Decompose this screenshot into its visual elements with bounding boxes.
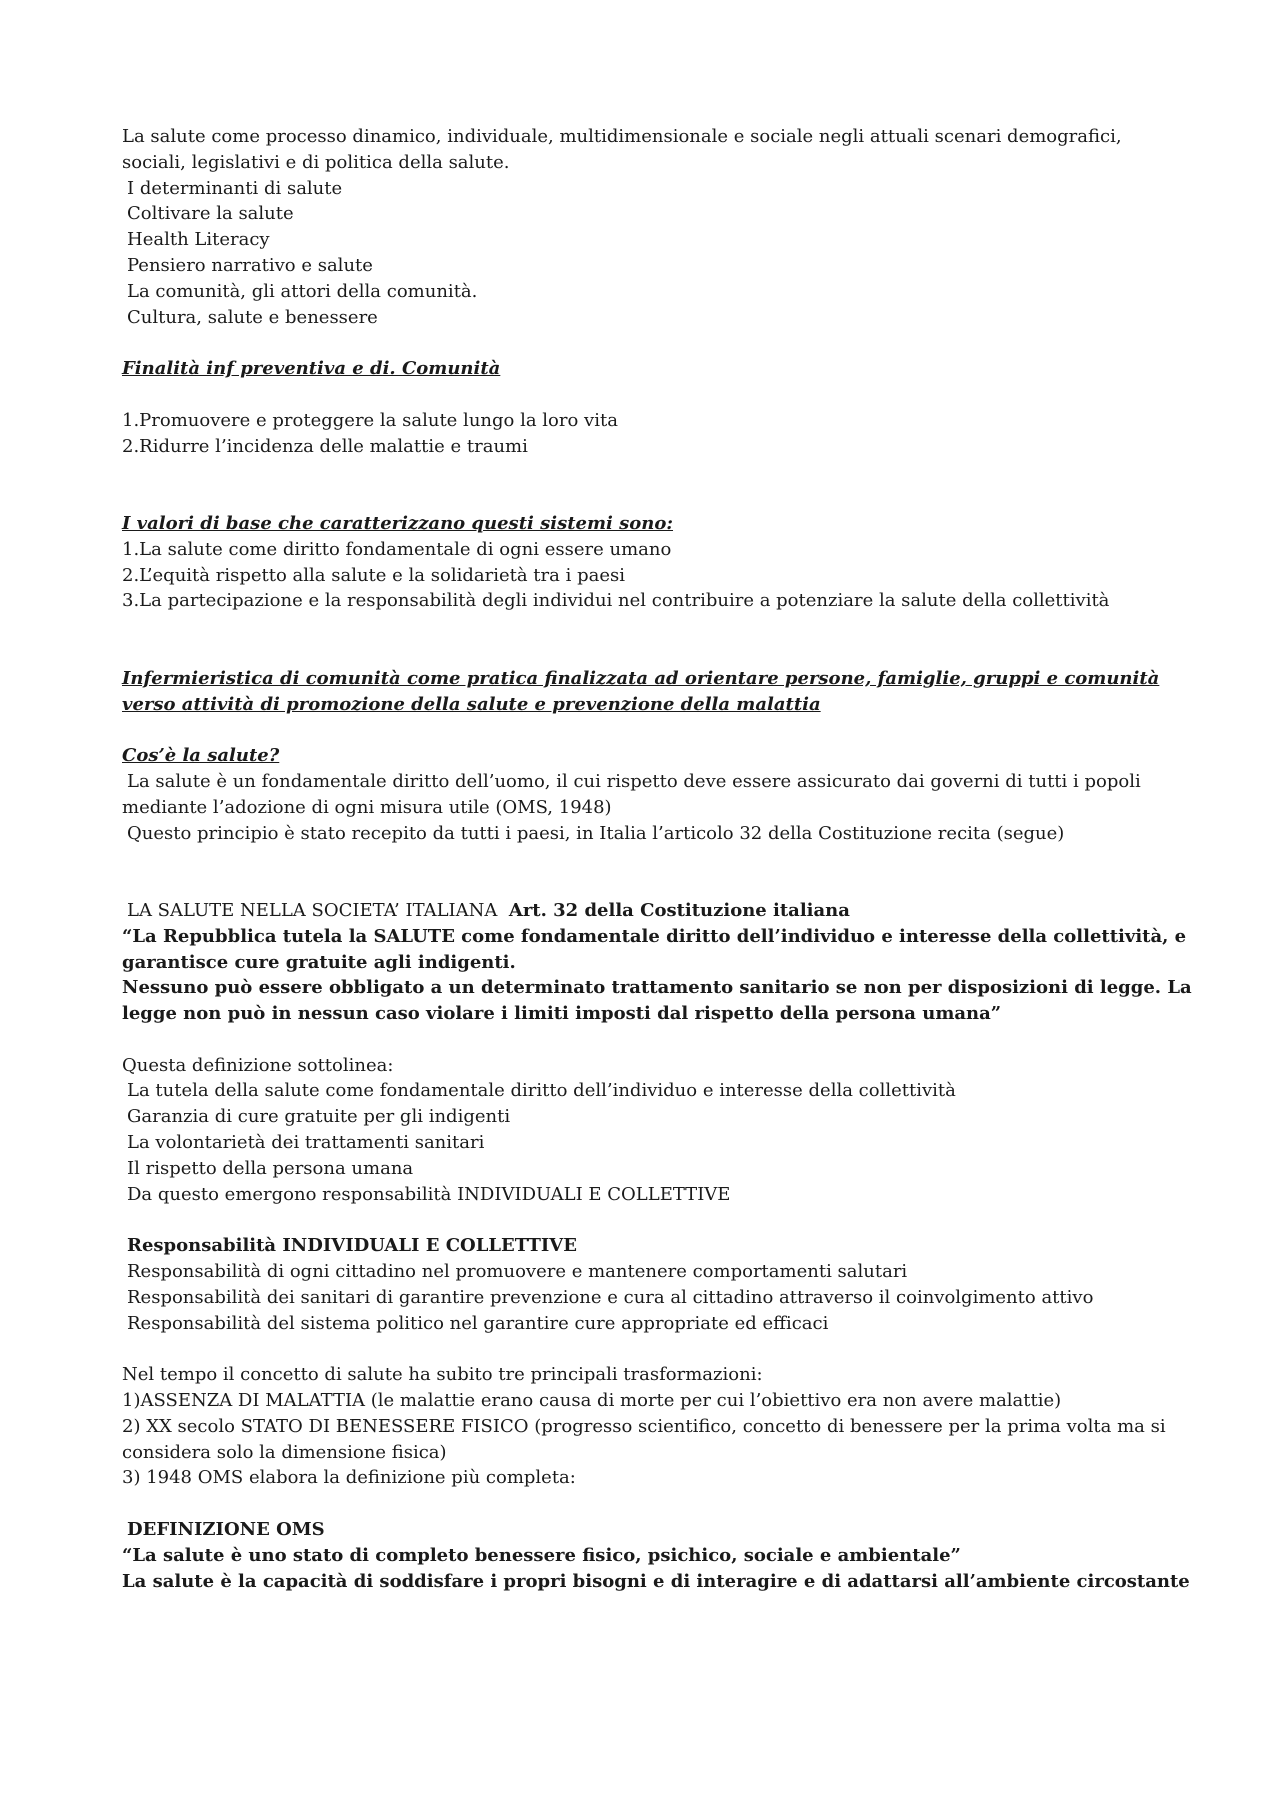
list-item: 1.Promuovere e proteggere la salute lungo la loro vita — [122, 409, 618, 431]
list-item: 2.L’equità rispetto alla salute e la solidarietà tra i paesi — [122, 564, 625, 586]
topic-item: Pensiero narrativo e salute — [127, 254, 373, 276]
costituzione-section — [122, 898, 1192, 1027]
list-item: considera solo la dimensione fisica) — [122, 1441, 447, 1463]
paragraph-line: Nel tempo il concetto di salute ha subito tre principali trasformazioni: — [122, 1364, 763, 1386]
section-heading: I valori di base che caratterizzano questi sistemi sono: — [122, 512, 674, 534]
paragraph-line: La salute è un fondamentale diritto dell’uomo, il cui rispetto deve essere assicurato dai governi di tutti i popoli — [127, 770, 1141, 792]
topic-item: Cultura, salute e benessere — [127, 306, 378, 328]
infermieristica-section — [122, 666, 1172, 718]
section-heading: DEFINIZIONE OMS — [127, 1519, 325, 1541]
list-item: Responsabilità dei sanitari di garantire prevenzione e cura al cittadino attraverso il coinvolgimento attivo — [127, 1286, 1094, 1308]
definition-line: “La salute è uno stato di completo benessere fisico, psichico, sociale e ambientale” — [122, 1544, 961, 1566]
list-item: Il rispetto della persona umana — [127, 1157, 414, 1179]
constitution-title: LA SALUTE NELLA SOCIETA’ ITALIANA — [127, 899, 498, 921]
topic-item: Health Literacy — [127, 229, 270, 251]
finalita-section — [122, 356, 1172, 459]
list-item: 3.La partecipazione e la responsabilità degli individui nel contribuire a potenziare la salute della collettività — [122, 590, 1110, 612]
list-item: 1.La salute come diritto fondamentale di ogni essere umano — [122, 538, 672, 560]
quote-line: legge non può in nessun caso violare i limiti imposti dal rispetto della persona umana” — [122, 1003, 1002, 1025]
topic-item: I determinanti di salute — [127, 177, 343, 199]
intro-line: La salute come processo dinamico, individuale, multidimensionale e sociale negli attuali scenari demografici, — [122, 126, 1122, 147]
responsabilita-section — [122, 1233, 1172, 1336]
trasformazioni-section — [122, 1362, 1172, 1491]
intro-section — [122, 124, 1172, 330]
list-item: La tutela della salute come fondamentale diritto dell’individuo e interesse della collettività — [127, 1080, 956, 1102]
list-item: Garanzia di cure gratuite per gli indigenti — [127, 1106, 511, 1128]
document-page — [122, 124, 1192, 1594]
list-item: Da questo emergono responsabilità INDIVIDUALI E COLLETTIVE — [127, 1183, 731, 1205]
intro-line: sociali, legislativi e di politica della salute. — [122, 151, 510, 173]
section-heading: Cos’è la salute? — [122, 745, 280, 767]
paragraph-line: Questo principio è stato recepito da tutti i paesi, in Italia l’articolo 32 della Costituzione recita (segue) — [127, 822, 1065, 844]
section-heading: Finalità inf preventiva e di. Comunità — [122, 358, 501, 380]
list-item: La volontarietà dei trattamenti sanitari — [127, 1132, 485, 1154]
paragraph-line: Questa definizione sottolinea: — [122, 1054, 394, 1076]
valori-section — [122, 511, 1172, 614]
quote-line: “La Repubblica tutela la SALUTE come fondamentale diritto dell’individuo e interesse della collettività, e — [122, 925, 1187, 947]
quote-line: garantisce cure gratuite agli indigenti. — [122, 951, 516, 973]
sottolinea-section — [122, 1053, 1172, 1208]
topic-item: La comunità, gli attori della comunità. — [127, 280, 478, 302]
section-heading: Responsabilità INDIVIDUALI E COLLETTIVE — [127, 1235, 577, 1257]
list-item: Responsabilità di ogni cittadino nel promuovere e mantenere comportamenti salutari — [127, 1261, 908, 1283]
list-item: Responsabilità del sistema politico nel garantire cure appropriate ed efficaci — [127, 1312, 829, 1334]
section-heading: verso attività di promozione della salute e prevenzione della malattia — [122, 693, 821, 715]
constitution-title-line — [122, 898, 1172, 924]
paragraph-line: mediante l’adozione di ogni misura utile (OMS, 1948) — [122, 796, 612, 818]
quote-line: Nessuno può essere obbligato a un determinato trattamento sanitario se non per disposizioni di legge. La — [122, 977, 1192, 999]
list-item: 3) 1948 OMS elabora la definizione più completa: — [122, 1467, 576, 1489]
definition-line: La salute è la capacità di soddisfare i propri bisogni e di interagire e di adattarsi all’ambiente circostante — [122, 1570, 1190, 1592]
list-item: 1)ASSENZA DI MALATTIA (le malattie erano causa di morte per cui l’obiettivo era non avere malattie) — [122, 1390, 1062, 1412]
oms-section — [122, 1517, 1190, 1594]
constitution-subtitle: Art. 32 della Costituzione italiana — [508, 899, 850, 921]
section-heading: Infermieristica di comunità come pratica finalizzata ad orientare persone, famiglie, gruppi e comunità — [122, 667, 1160, 689]
list-item: 2) XX secolo STATO DI BENESSERE FISICO (progresso scientifico, concetto di benessere per la prima volta ma si — [122, 1415, 1166, 1437]
topic-item: Coltivare la salute — [127, 203, 294, 225]
list-item: 2.Ridurre l’incidenza delle malattie e traumi — [122, 435, 528, 457]
cose-salute-section — [122, 743, 1172, 846]
